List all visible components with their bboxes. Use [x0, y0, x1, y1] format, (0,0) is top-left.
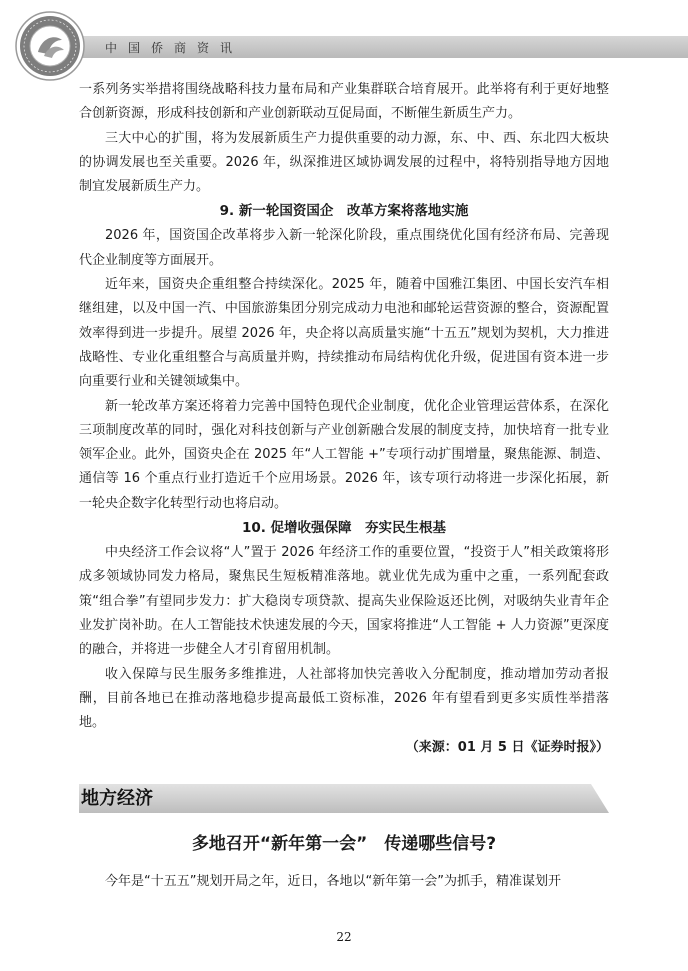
- paragraph: 今年是“十五五”规划开局之年，近日，各地以“新年第一会”为抓手，精准谋划开: [105, 874, 561, 889]
- source-citation: （来源：01 月 5 日《证券时报》）: [405, 740, 609, 756]
- article-title: 多地召开“新年第一会” 传递哪些信号?: [191, 834, 497, 854]
- paragraph: 收入保障与民生服务多维推进，人社部将加快完善收入分配制度，推动增加劳动者报酬，目前各地已在推动落地稳步提高最低工资标准，2026 年有望看到更多实质性举措落地。: [79, 666, 609, 731]
- paragraph: 中央经济工作会议将“人”置于 2026 年经济工作的重要位置，“投资于人”相关政策将形成多领域协同发力格局，聚焦民生短板精准落地。就业优先成为重中之重，一系列配套政策“组合拳”有望同步发力：扩大稳岗专项贷款、提高失业保险返还比例，对吸纳失业青年企业发扩岗补助。在人工智能技术快速发展的今天，国家将推进“人工智能 + 人力资源”更深度的融合，并将进一步健全人才引育留用机制。: [79, 545, 609, 658]
- section-heading: 9. 新一轮国资国企 改革方案将落地实施: [219, 203, 469, 220]
- paragraph: 近年来，国资央企重组整合持续深化。2025 年，随着中国雅江集团、中国长安汽车相继组建，以及中国一汽、中国旅游集团分别完成动力电池和邮轮运营资源的整合，资源配置效率得到进一步提升。展望 2026 年，央企将以高质量实施“十五五”规划为契机，大力推进战略性、专业化重组整合与高质量并购，持续推动布局结构优化升级，促进国有资本进一步向重要行业和关键领域集中。: [79, 277, 609, 390]
- paragraph: 2026 年，国资国企改革将步入新一轮深化阶段，重点围绕优化国有经济布局、完善现代企业制度等方面展开。: [79, 228, 609, 268]
- section-bar-background: [79, 784, 609, 813]
- logo-emblem: [14, 10, 86, 82]
- page-number: 22: [336, 930, 352, 944]
- paragraph: 一系列务实举措将围绕战略科技力量布局和产业集群联合培育展开。此举将有利于更好地整合创新资源，形成科技创新和产业创新联动互促局面，不断催生新质生产力。: [79, 82, 609, 122]
- main-content: [79, 78, 609, 760]
- header-title: 中国侨商资讯: [105, 41, 244, 55]
- paragraph: 三大中心的扩围，将为发展新质生产力提供重要的动力源，东、中、西、东北四大板块的协调发展也至关重要。2026 年，纵深推进区域协调发展的过程中，将特别指导地方因地制宜发展新质生产力。: [79, 130, 609, 195]
- section-heading: 10. 促增收强保障 夯实民生根基: [241, 520, 447, 537]
- section-bar-label: 地方经济: [81, 788, 153, 809]
- section-bar: [79, 784, 609, 813]
- paragraph: 新一轮改革方案还将着力完善中国特色现代企业制度，优化企业管理运营体系，在深化三项制度改革的同时，强化对科技创新与产业创新融合发展的制度支持，加快培育一批专业领军企业。此外，国资央企在 2025 年“人工智能 +”专项行动扩围增量，聚焦能源、制造、通信等 16 个重点行业打造近千个应用场景。2026 年，该专项行动将进一步深化拓展，新一轮央企数字化转型行动也将启动。: [79, 398, 609, 511]
